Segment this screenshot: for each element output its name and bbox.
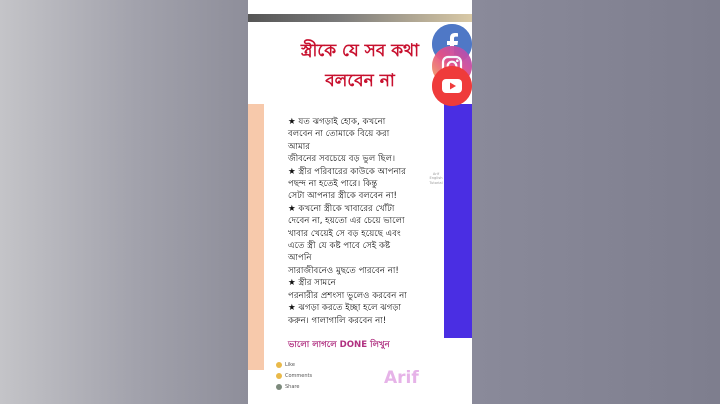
- youtube-icon: [432, 66, 472, 106]
- body-line: আপনি: [288, 253, 312, 264]
- author-signature: Arif: [384, 368, 419, 388]
- blurred-background-right: [472, 0, 720, 404]
- title-line: বলবেন না: [325, 71, 395, 91]
- body-line: ★ যত ঝগড়াই হোক, কখনো: [288, 117, 386, 127]
- title-line: স্ত্রীকে যে সব কথা: [300, 41, 420, 61]
- watermark-line: Arif: [432, 172, 440, 176]
- like-label: Like: [285, 362, 295, 368]
- body-line: সারাজীবনেও মুছতে পারবেন না!: [288, 265, 399, 276]
- watermark-line: English: [429, 176, 443, 181]
- blurred-background-left: [0, 0, 248, 404]
- body-line: করুন। গালাগালি করবেন না!: [288, 315, 387, 326]
- body-line: ★ স্ত্রীর সামনে: [288, 278, 336, 289]
- body-line: ★ কখনো স্ত্রীকে খাবারের খোঁটা: [288, 203, 395, 214]
- share-label: Share: [285, 384, 300, 390]
- body-line: ★ স্ত্রীর পরিবারের কাউকে আপনার: [288, 166, 406, 177]
- body-line: বলবেন না তোমাকে বিয়ে করা: [288, 129, 390, 140]
- youtube-button[interactable]: [432, 66, 472, 106]
- call-to-action: ভালো লাগলে DONE লিখুন: [288, 340, 390, 350]
- comments-button[interactable]: [276, 371, 312, 381]
- decorative-stripe-left: [248, 104, 264, 370]
- body-line: পরনারীর প্রশংসা ভুলেও করবেন না: [288, 290, 407, 301]
- body-line: দেবেন না, হয়তো এর চেয়ে ভালো: [288, 216, 405, 227]
- like-icon: [276, 362, 282, 368]
- body-line: এতে স্ত্রী যে কষ্ট পাবে সেই কষ্ট: [288, 241, 391, 252]
- comments-label: Comments: [285, 373, 313, 379]
- body-line: আমার: [288, 141, 311, 152]
- comment-icon: [276, 373, 282, 379]
- body-line: জীবনের সবচেয়ে বড় ভুল ছিল।: [288, 154, 396, 165]
- body-line: খাবার খেয়েই সে বড় হয়েছে এবং: [288, 228, 401, 239]
- body-line: পছন্দ না হতেই পারে। কিন্তু: [288, 179, 378, 190]
- share-button[interactable]: [276, 382, 312, 392]
- post-actions: [276, 360, 312, 393]
- watermark: [425, 172, 447, 185]
- watermark-line: Tutorial: [429, 180, 443, 185]
- like-button[interactable]: [276, 360, 312, 370]
- post-body: [288, 116, 452, 327]
- body-line: সেটা আপনার স্ত্রীকে বলবেন না!: [288, 191, 397, 202]
- body-line: ★ ঝগড়া করতে ইচ্ছা হলে ঝগড়া: [288, 303, 401, 314]
- share-icon: [276, 384, 282, 390]
- top-image-strip: [248, 14, 472, 22]
